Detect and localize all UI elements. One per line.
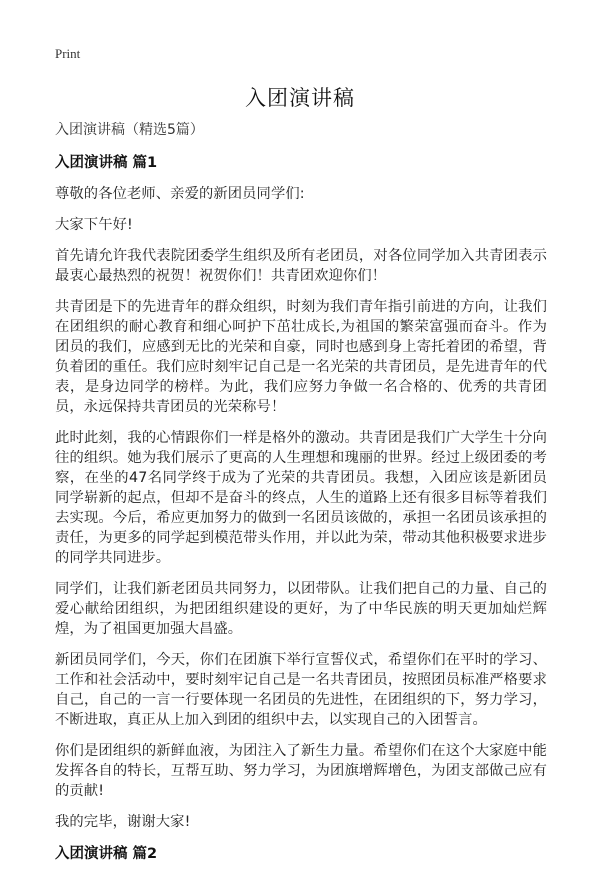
page-title: 入团演讲稿: [245, 86, 355, 110]
document-subtitle: 入团演讲稿（精选5篇）: [55, 122, 204, 138]
greeting: 大家下午好!: [55, 217, 133, 233]
paragraph: 你们是团组织的新鲜血液，为团注入了新生力量。希望你们在这个大家庭中能发挥各自的特长，互帮互助、努力学习，为团旗增辉增色，为团支部做己应有的贡献!: [55, 743, 547, 799]
print-link[interactable]: Print: [55, 46, 81, 61]
closing: 我的完毕，谢谢大家!: [55, 814, 191, 830]
paragraph: 共青团是下的先进青年的群众组织，时刻为我们青年指引前进的方向，让我们在团组织的耐心教育和细心呵护下茁壮成长,为祖国的繁荣富强而奋斗。作为团员的我们，应感到无比的光荣和自豪，同时也感到身上寄托着团的希望，背负着团的重任。我们应时刻牢记自己是一名光荣的共青团员，是先进青年的代表，是身边同学的榜样。为此，我们应努力争做一名合格的、优秀的共青团员，永远保持共青团员的光荣称号！: [55, 299, 547, 415]
section-2: [55, 843, 547, 865]
section-1: [55, 152, 547, 832]
document-body: [55, 120, 547, 875]
paragraph: 此时此刻，我的心情跟你们一样是格外的激动。共青团是我们广大学生十分向往的组织。她为我们展示了更高的人生理想和瑰丽的世界。经过上级团委的考察，在坐的47名同学终于成为了光荣的共青团员。我想，入团应该是新团员同学崭新的起点，但却不是奋斗的终点，人生的道路上还有很多目标等着我们去实现。今后，希应更加努力的做到一名团员该做的，承担一名团员该承担的责任，为更多的同学起到模范带头作用，并以此为荣，带动其他积极要求进步的同学共同进步。: [55, 430, 547, 566]
paragraph: 同学们，让我们新老团员共同努力，以团带队。让我们把自己的力量、自己的爱心献给团组织，为把团组织建设的更好，为了中华民族的明天更加灿烂辉煌，为了祖国更加强大昌盛。: [55, 581, 547, 637]
paragraph: 新团员同学们，今天，你们在团旗下举行宣誓仪式，希望你们在平时的学习、工作和社会活动中，要时刻牢记自己是一名共青团员，按照团员标准严格要求自己，自己的一言一行要体现一名团员的先进性，在团组织的下，努力学习，不断进取，真正从上加入到团的组织中去，以实现自己的入团誓言。: [55, 652, 547, 728]
section-heading: 入团演讲稿 篇1: [55, 155, 158, 171]
salutation: 尊敬的各位老师、亲爱的新团员同学们:: [55, 186, 305, 202]
paragraph: 首先请允许我代表院团委学生组织及所有老团员，对各位同学加入共青团表示最衷心最热烈的祝贺！祝贺你们！共青团欢迎你们！: [55, 248, 547, 284]
section-heading: 入团演讲稿 篇2: [55, 846, 158, 862]
